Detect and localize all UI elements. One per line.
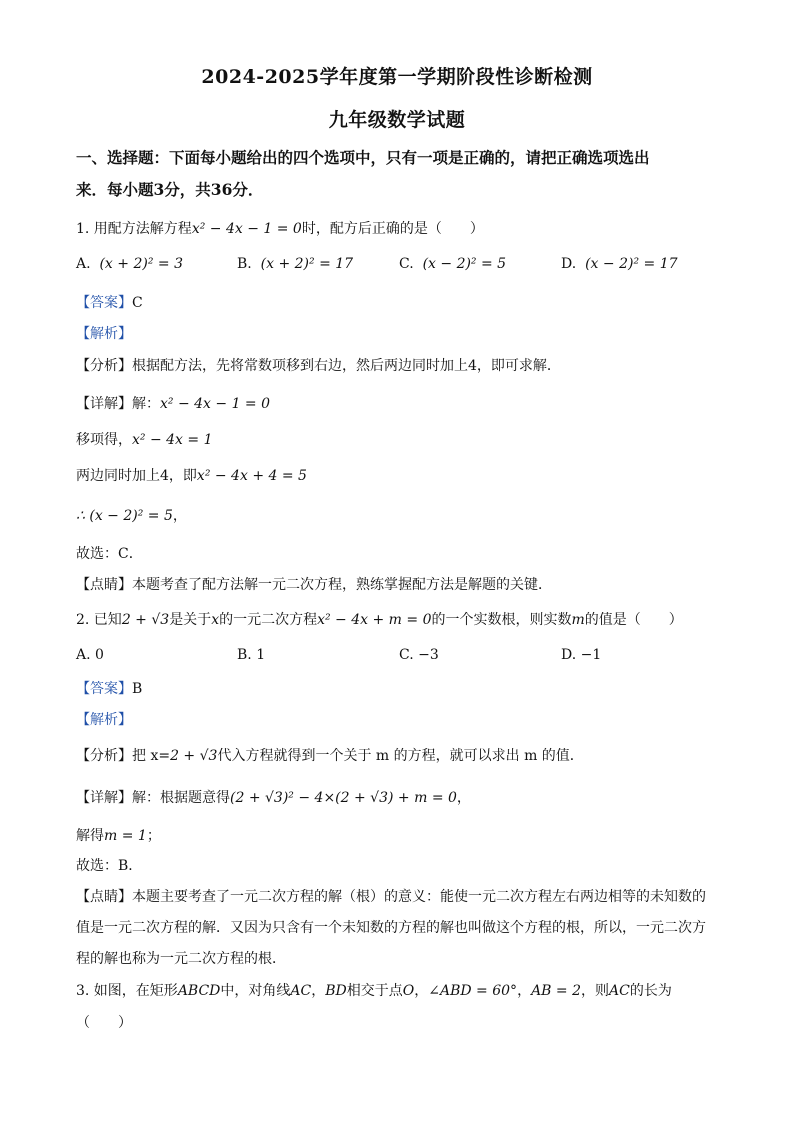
solve-text: 解得 — [76, 828, 104, 844]
section-heading-line2: 来．每小题3分，共36分． — [76, 180, 264, 199]
q3-point-o: O — [402, 983, 415, 999]
step-equation: x² − 4x + 4 = 5 — [196, 468, 307, 484]
q2-option-d — [561, 647, 601, 663]
answer-tag: 【答案】 — [76, 295, 132, 311]
q1-stem-text-end: 时，配方后正确的是（ ） — [301, 221, 484, 237]
q2-root: 2 + √3 — [121, 612, 170, 628]
q1-option-b — [237, 256, 353, 272]
document-title: 2024-2025学年度第一学期阶段性诊断检测 — [201, 66, 593, 88]
q2-fenxi — [76, 745, 584, 765]
q2-solve — [76, 825, 161, 845]
q3-segment-bd: BD — [325, 983, 347, 999]
q1-analysis-tag — [76, 323, 132, 343]
q1-step3 — [76, 505, 187, 525]
dianjing-text: 本题主要考查了一元二次方程的解（根）的意义：能使一元二次方程左右两边相等的未知数的 — [132, 889, 706, 905]
analysis-tag: 【解析】 — [76, 712, 132, 728]
step-text: 移项得， — [76, 432, 132, 448]
q2-dianjing-1 — [76, 886, 706, 906]
xiangjie-text: 解：根据题意得 — [132, 790, 230, 806]
fenxi-text: 根据配方法，先将常数项移到右边，然后两边同时加上4，即可求解． — [132, 358, 561, 374]
q2-stem-text: 是关于 — [169, 612, 212, 628]
answer-tag: 【答案】 — [76, 681, 132, 697]
q1-option-d — [561, 256, 678, 272]
option-label: A. — [76, 647, 91, 663]
q3-stem-text: ，则 — [581, 983, 609, 999]
option-label: A. — [76, 256, 91, 272]
q1-stem-text: 1. 用配方法解方程 — [76, 221, 192, 237]
solve-equation: m = 1 — [104, 828, 147, 844]
option-label: D. — [561, 256, 577, 272]
xiangjie-tag: 【详解】 — [76, 396, 132, 412]
q2-variable-m: m — [571, 612, 585, 628]
q1-step2 — [76, 465, 307, 485]
q3-stem-text: ， — [311, 983, 326, 999]
q3-paren: （ ） — [76, 1015, 132, 1031]
q1-step1 — [76, 429, 212, 449]
xiangjie-tag: 【详解】 — [76, 790, 132, 806]
option-text: (x − 2)² = 5 — [422, 256, 507, 272]
q2-stem-text: 的一元二次方程 — [219, 612, 318, 628]
q3-stem-text: ， — [414, 983, 429, 999]
document-subtitle: 九年级数学试题 — [328, 109, 466, 131]
q2-analysis-tag — [76, 709, 132, 729]
option-text: 1 — [256, 647, 266, 663]
q2-stem-text: 2. 已知 — [76, 612, 122, 628]
q2-variable-x: x — [211, 612, 220, 628]
q2-stem-text-end: 的值是（ ） — [584, 612, 683, 628]
answer-value: C — [132, 295, 143, 311]
option-text: (x − 2)² = 17 — [585, 256, 678, 272]
q3-angle: ∠ABD = 60° — [428, 983, 518, 999]
dianjing-tag: 【点睛】 — [76, 577, 132, 593]
q3-stem — [76, 980, 672, 1000]
q3-rect-name: ABCD — [177, 983, 221, 999]
xiangjie-equation: x² − 4x − 1 = 0 — [160, 396, 271, 412]
q2-answer — [76, 678, 142, 698]
option-label: B. — [237, 256, 252, 272]
q3-length-ab: AB = 2 — [531, 983, 581, 999]
option-label: C. — [399, 647, 414, 663]
q1-stem — [76, 218, 484, 238]
xiangjie-text: 解： — [132, 396, 160, 412]
analysis-tag: 【解析】 — [76, 326, 132, 342]
q1-option-c — [399, 256, 506, 272]
q1-dianjing — [76, 574, 552, 594]
q1-answer — [76, 292, 143, 312]
section-heading-line1: 一、选择题：下面每小题给出的四个选项中，只有一项是正确的，请把正确选项选出 — [76, 148, 650, 167]
option-text: −1 — [580, 647, 602, 663]
step-text: ， — [172, 508, 187, 524]
step-equation: ∴ (x − 2)² = 5 — [76, 508, 173, 524]
q1-choose: 故选：C． — [76, 546, 143, 562]
q1-equation: x² − 4x − 1 = 0 — [191, 221, 302, 237]
fenxi-root: 2 + √3 — [170, 748, 218, 764]
option-text: (x + 2)² = 3 — [99, 256, 183, 272]
option-text: (x + 2)² = 17 — [260, 256, 354, 272]
xiangjie-text-end: ， — [456, 790, 471, 806]
q2-option-a — [76, 647, 104, 663]
q2-option-c — [399, 647, 439, 663]
step-text: 两边同时加上4，即 — [76, 468, 197, 484]
dianjing-tag: 【点睛】 — [76, 889, 132, 905]
q2-dianjing-2: 值是一元二次方程的解．又因为只含有一个未知数的方程的解也叫做这个方程的根，所以，一元二次方 — [76, 920, 706, 936]
q1-xiangjie — [76, 393, 270, 413]
q2-stem — [76, 609, 683, 629]
dianjing-text: 本题考查了配方法解一元二次方程，熟练掌握配方法是解题的关键． — [132, 577, 552, 593]
answer-value: B — [132, 681, 143, 697]
xiangjie-equation: (2 + √3)² − 4×(2 + √3) + m = 0 — [230, 790, 457, 806]
fenxi-text: 把 x= — [132, 748, 171, 764]
q3-segment-ac: AC — [290, 983, 312, 999]
fenxi-tag: 【分析】 — [76, 358, 132, 374]
option-text: −3 — [418, 647, 439, 663]
q3-stem-text: ， — [517, 983, 532, 999]
fenxi-text-end: 代入方程就得到一个关于 m 的方程，就可以求出 m 的值． — [217, 748, 584, 764]
solve-text-end: ； — [146, 828, 161, 844]
q1-fenxi — [76, 355, 561, 375]
option-text: 0 — [95, 647, 104, 663]
option-label: C. — [399, 256, 414, 272]
q3-stem-text: 中，对角线 — [220, 983, 291, 999]
q3-segment-ac-2: AC — [609, 983, 630, 999]
q3-stem-text: 3. 如图，在矩形 — [76, 983, 178, 999]
q3-stem-text: 相交于点 — [346, 983, 403, 999]
q2-choose: 故选：B． — [76, 858, 143, 874]
q2-option-b — [237, 647, 265, 663]
q3-stem-text-end: 的长为 — [629, 983, 672, 999]
option-label: D. — [561, 647, 577, 663]
option-label: B. — [237, 647, 252, 663]
q2-xiangjie — [76, 787, 471, 807]
q1-option-a — [76, 256, 183, 272]
q2-equation: x² − 4x + m = 0 — [317, 612, 432, 628]
fenxi-tag: 【分析】 — [76, 748, 132, 764]
step-equation: x² − 4x = 1 — [132, 432, 213, 448]
q2-dianjing-3: 程的解也称为一元二次方程的根． — [76, 951, 286, 967]
q2-stem-text: 的一个实数根，则实数 — [431, 612, 572, 628]
